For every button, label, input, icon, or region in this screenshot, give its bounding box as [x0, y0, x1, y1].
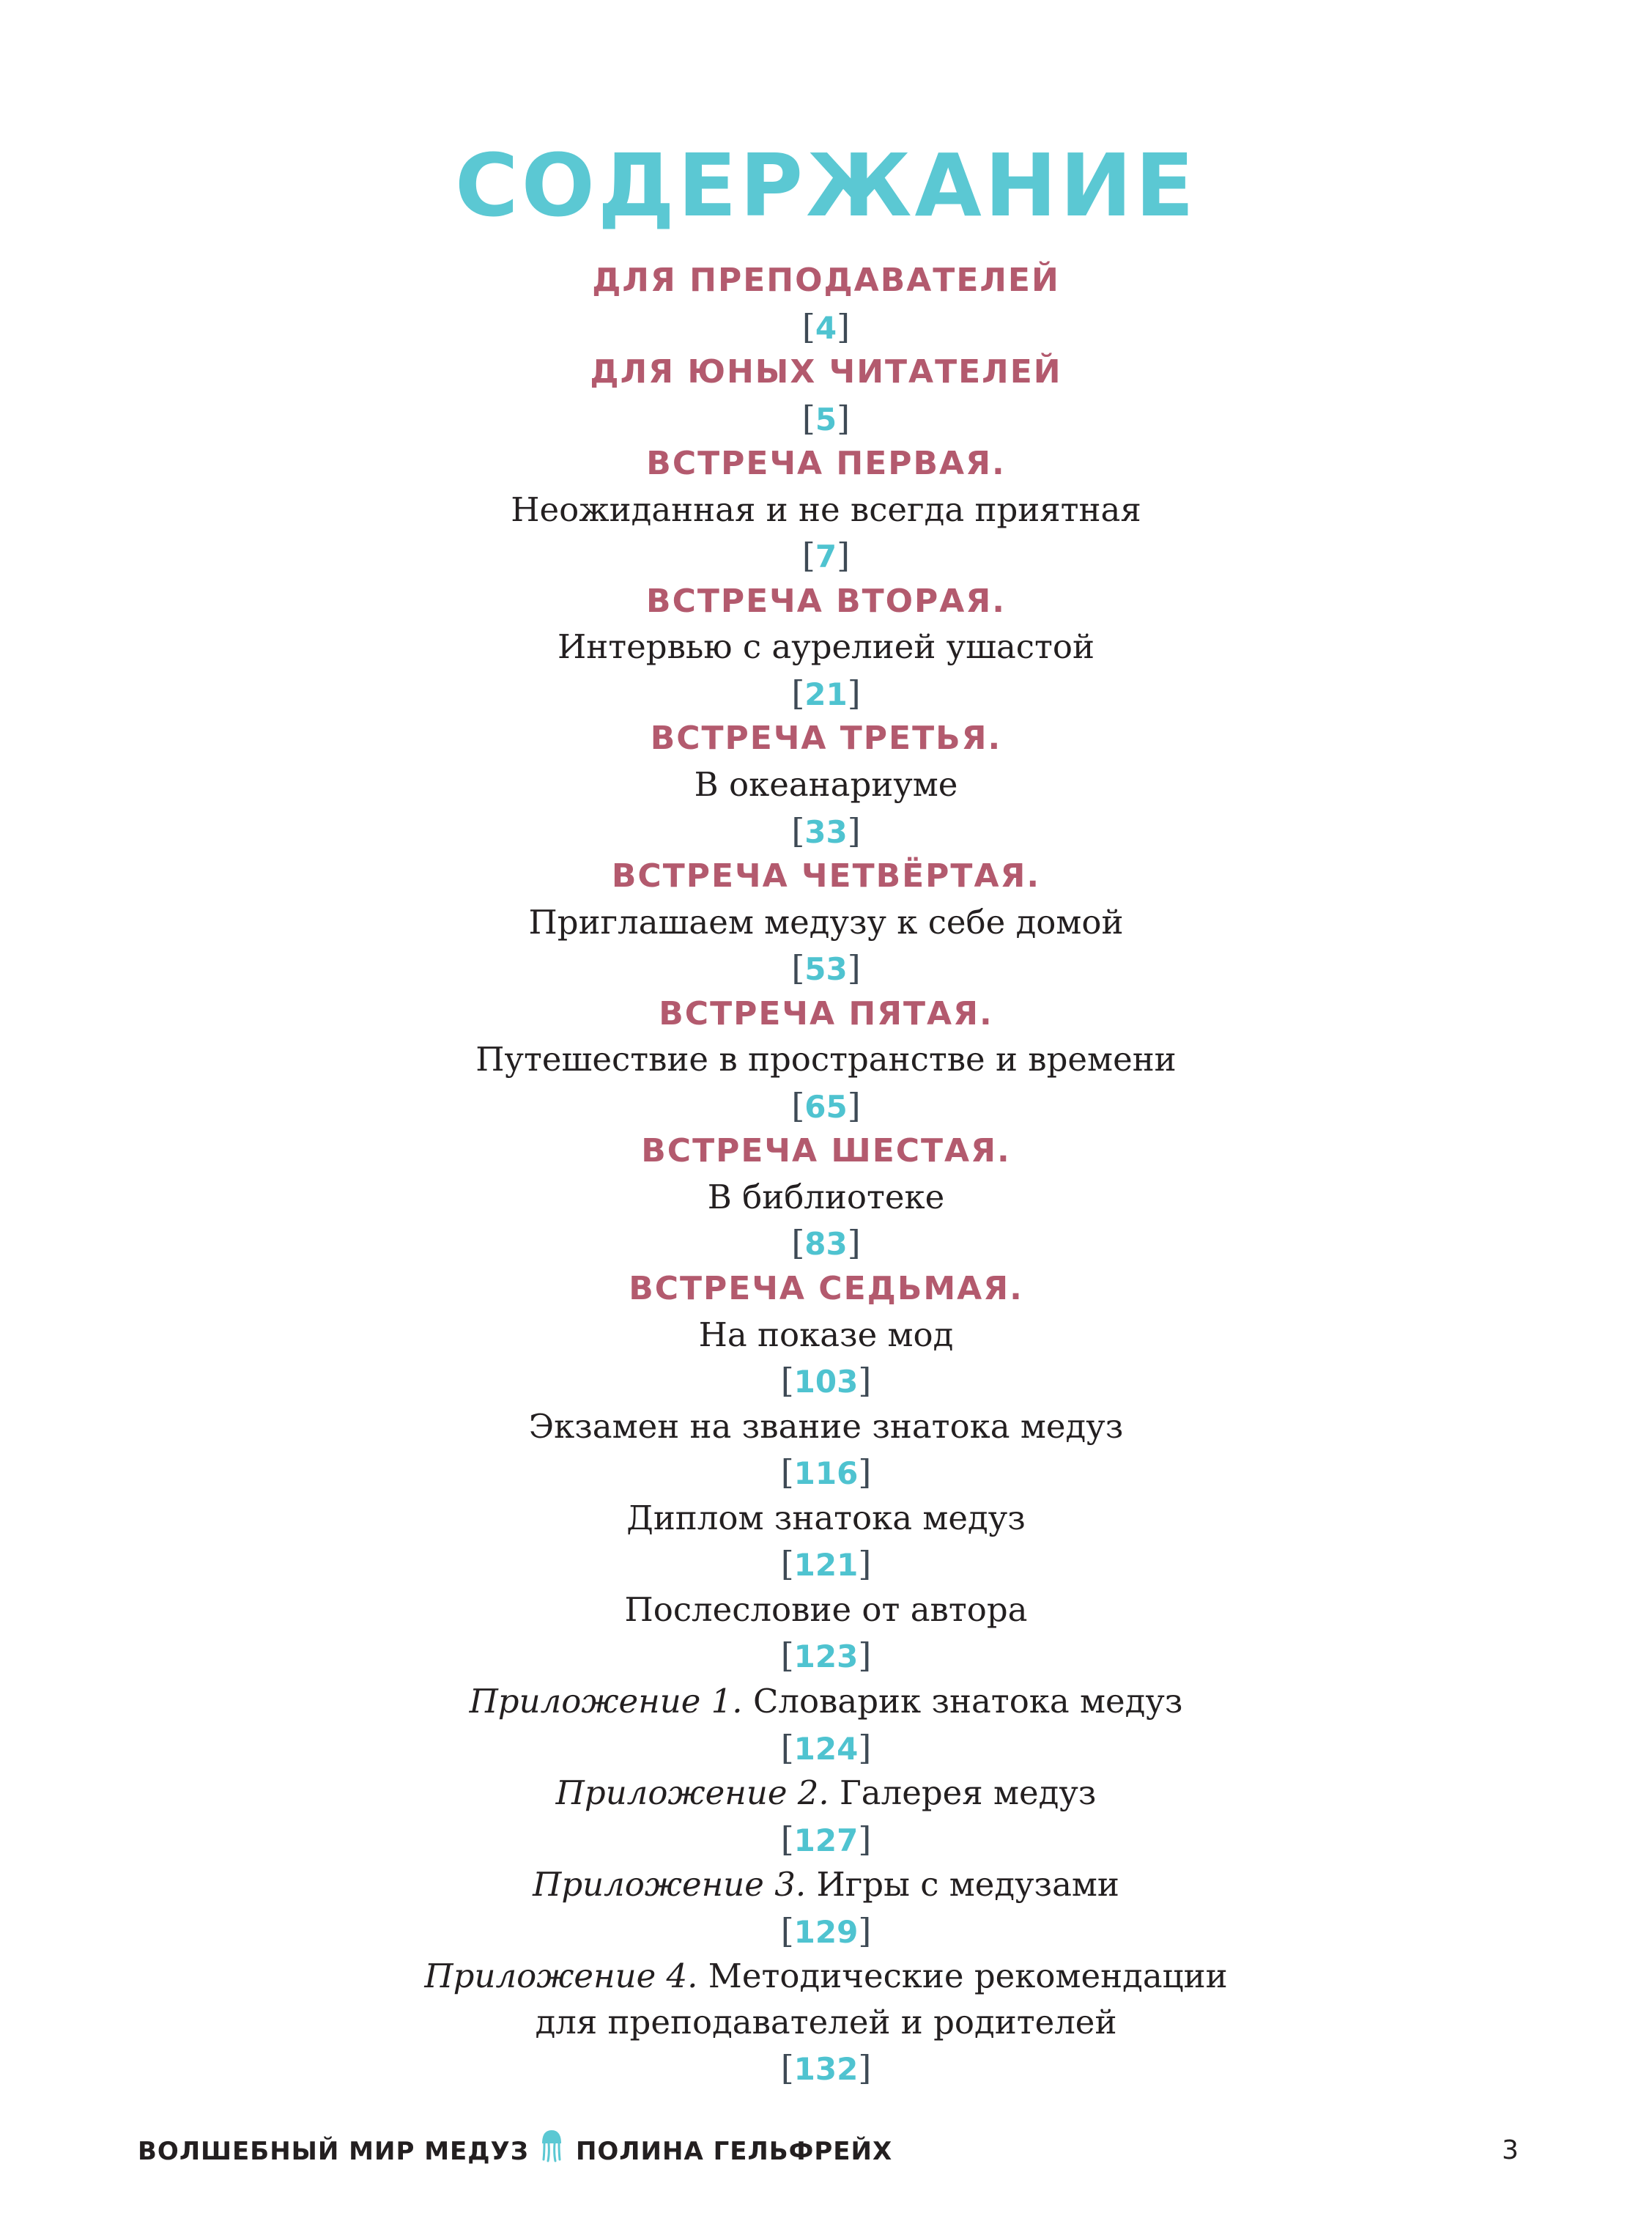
toc-page-number: 65: [804, 1088, 848, 1125]
footer-author: ПОЛИНА ГЕЛЬФРЕЙХ: [575, 2137, 893, 2166]
toc-page-ref[interactable]: [121]: [780, 1544, 872, 1584]
toc-section-heading: ВСТРЕЧА ШЕСТАЯ.: [641, 1132, 1011, 1170]
toc-entry-title: Послесловие от автора: [624, 1589, 1028, 1629]
toc-entry-title: [0, 1770, 1652, 1817]
toc-page-number: 53: [804, 951, 848, 988]
toc-entry-title: [0, 1679, 1652, 1725]
toc-entry-title: Интервью с аурелией ушастой: [558, 627, 1094, 667]
toc-page-number: 121: [793, 1547, 859, 1584]
toc-page-number: 127: [793, 1822, 859, 1858]
appendix-title: Словарик знатока медуз: [752, 1681, 1183, 1721]
toc-page-ref[interactable]: [83]: [791, 1223, 861, 1263]
toc-page-ref[interactable]: [127]: [780, 1819, 872, 1859]
toc-page-number: 103: [793, 1364, 859, 1400]
toc-section-heading: ВСТРЕЧА ПЕРВАЯ.: [646, 445, 1006, 483]
toc-entry-title: Экзамен на звание знатока медуз: [528, 1406, 1124, 1446]
appendix-title: Игры с медузами: [816, 1865, 1119, 1904]
toc-page-ref[interactable]: [7]: [801, 536, 851, 576]
page-title: СОДЕРЖАНИЕ: [455, 135, 1197, 236]
toc-entry-title: Диплом знатока медуз: [626, 1498, 1026, 1537]
toc-page-ref[interactable]: [129]: [780, 1910, 872, 1951]
toc-page-number: 7: [815, 539, 837, 575]
toc-page-number: 123: [793, 1638, 859, 1675]
toc-page-ref[interactable]: [5]: [801, 398, 851, 438]
toc-entry-title: Приглашаем медузу к себе домой: [528, 902, 1124, 942]
toc-entry-title: На показе мод: [698, 1315, 954, 1354]
appendix-title: Галерея медуз: [840, 1773, 1097, 1813]
toc-section-heading: ВСТРЕЧА ТРЕТЬЯ.: [650, 720, 1002, 758]
toc-entry-title: В океанариуме: [694, 765, 958, 805]
appendix-label: Приложение 2.: [555, 1773, 829, 1813]
toc-page-number: 33: [804, 813, 848, 850]
toc-section-heading: ВСТРЕЧА СЕДЬМАЯ.: [629, 1270, 1023, 1308]
running-footer: [138, 2129, 892, 2173]
toc-page-number: 116: [793, 1455, 859, 1492]
toc-section-heading: ДЛЯ ПРЕПОДАВАТЕЛЕЙ: [592, 262, 1060, 299]
toc-section-heading: ВСТРЕЧА ЧЕТВЁРТАЯ.: [611, 857, 1041, 895]
footer-book-title: ВОЛШЕБНЫЙ МИР МЕДУЗ: [138, 2137, 529, 2166]
toc-page-ref[interactable]: [103]: [780, 1361, 872, 1401]
toc-page-ref[interactable]: [4]: [801, 306, 851, 347]
toc-page-number: 5: [815, 401, 837, 437]
table-of-contents: [0, 258, 1652, 2091]
jellyfish-icon: [541, 2129, 563, 2176]
toc-page-number: 21: [804, 676, 848, 712]
toc-page-number: 4: [815, 309, 837, 346]
toc-page-ref[interactable]: [116]: [780, 1452, 872, 1493]
toc-page-ref[interactable]: [124]: [780, 1727, 872, 1767]
toc-page-number: 129: [793, 1913, 859, 1950]
toc-page-ref[interactable]: [132]: [780, 2048, 872, 2088]
toc-page-ref[interactable]: [21]: [791, 673, 861, 713]
toc-section-heading: ДЛЯ ЮНЫХ ЧИТАТЕЛЕЙ: [590, 353, 1062, 391]
toc-section-heading: ВСТРЕЧА ВТОРАЯ.: [646, 582, 1006, 620]
appendix-label: Приложение 4.: [424, 1957, 698, 1996]
toc-page-ref[interactable]: [33]: [791, 810, 861, 851]
toc-entry-title-continued: для преподавателей и родителей: [535, 2002, 1117, 2042]
toc-entry-title: [0, 1954, 1652, 2000]
toc-page-number: 124: [793, 1730, 859, 1767]
toc-page-number: 132: [793, 2051, 859, 2088]
toc-entry-title: Путешествие в пространстве и времени: [475, 1040, 1177, 1079]
toc-page-number: 83: [804, 1226, 848, 1263]
appendix-label: Приложение 1.: [469, 1681, 743, 1721]
toc-entry-title: В библиотеке: [707, 1177, 945, 1216]
appendix-label: Приложение 3.: [533, 1865, 807, 1904]
toc-entry-title: Неожиданная и не всегда приятная: [511, 489, 1141, 529]
toc-page-ref[interactable]: [65]: [791, 1085, 861, 1126]
toc-page-ref[interactable]: [53]: [791, 948, 861, 989]
toc-page-ref[interactable]: [123]: [780, 1636, 872, 1676]
page-number: 3: [1502, 2135, 1519, 2165]
toc-entry-title: [0, 1862, 1652, 1908]
toc-section-heading: ВСТРЕЧА ПЯТАЯ.: [659, 994, 993, 1032]
appendix-title: Методические рекомендации: [708, 1957, 1228, 1996]
